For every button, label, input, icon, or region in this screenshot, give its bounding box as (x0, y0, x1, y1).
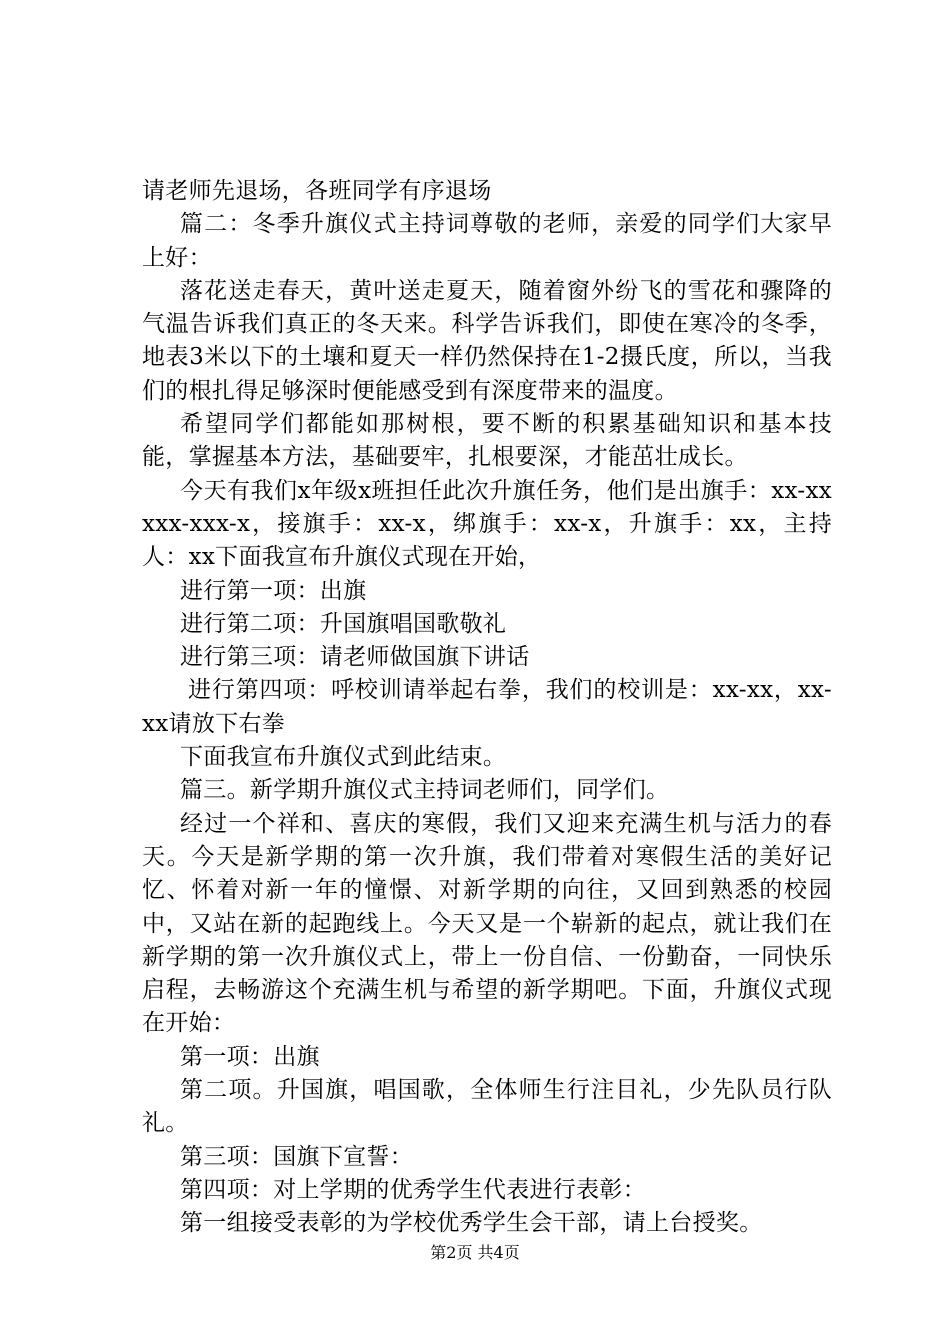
paragraph-16: 第四项：对上学期的优秀学生代表进行表彰： (180, 1176, 646, 1203)
paragraph-1: 请老师先退场，各班同学有序退场 (142, 178, 492, 204)
paragraph-12: 经过一个祥和、喜庆的寒假，我们又迎来充满生机与活力的春天。今天是新学期的第一次升旗，我们带着对寒假生活的美好记忆、怀着对新一年的憧憬、对新学期的向往，又回到熟悉的校园中，又站在新的起跑线上。今天又是一个崭新的起点，就让我们在新学期的第一次升旗仪式上，带上一份自信、一份勤奋，一同快乐启程，去畅游这个充满生机与希望的新学期吧。下面，升旗仪式现在开始： (142, 810, 832, 1037)
paragraph-6: 进行第一项：出旗 (180, 577, 367, 604)
paragraph-4: 希望同学们都能如那树根，要不断的积累基础知识和基本技能，掌握基本方法，基础要牢，扎根要深，才能茁壮成长。 (142, 411, 832, 471)
paragraph-17: 第一组接受表彰的为学校优秀学生会干部，请上台授奖。 (180, 1210, 763, 1237)
paragraph-15: 第三项：国旗下宣誓： (180, 1143, 413, 1170)
document-body (142, 175, 832, 1241)
paragraph-14: 第二项。升国旗，唱国歌，全体师生行注目礼，少先队员行队礼。 (142, 1077, 832, 1137)
paragraph-3: 落花送走春天，黄叶送走夏天，随着窗外纷飞的雪花和骤降的气温告诉我们真正的冬天来。科学告诉我们，即使在寒冷的冬季，地表3米以下的土壤和夏天一样仍然保持在1-2摄氏度，所以，当我们的根扎得足够深时便能感受到有深度带来的温度。 (142, 277, 832, 404)
paragraph-9: 进行第四项：呼校训请举起右拳，我们的校训是：xx-xx，xx-xx请放下右拳 (142, 677, 832, 737)
paragraph-2: 篇二：冬季升旗仪式主持词尊敬的老师，亲爱的同学们大家早上好： (142, 211, 832, 271)
paragraph-5: 今天有我们x年级x班担任此次升旗任务，他们是出旗手：xx-xxxxx-xxx-x，接旗手：xx-x，绑旗手：xx-x，升旗手：xx，主持人：xx下面我宣布升旗仪式现在开始， (142, 477, 832, 571)
paragraph-8: 进行第三项：请老师做国旗下讲话 (180, 644, 530, 671)
paragraph-13: 第一项：出旗 (180, 1043, 320, 1070)
paragraph-11: 篇三。新学期升旗仪式主持词老师们，同学们。 (180, 777, 670, 804)
paragraph-7: 进行第二项：升国旗唱国歌敬礼 (180, 610, 507, 637)
paragraph-10: 下面我宣布升旗仪式到此结束。 (180, 744, 507, 771)
page-number-footer: 第2页 共4页 (430, 1243, 520, 1262)
